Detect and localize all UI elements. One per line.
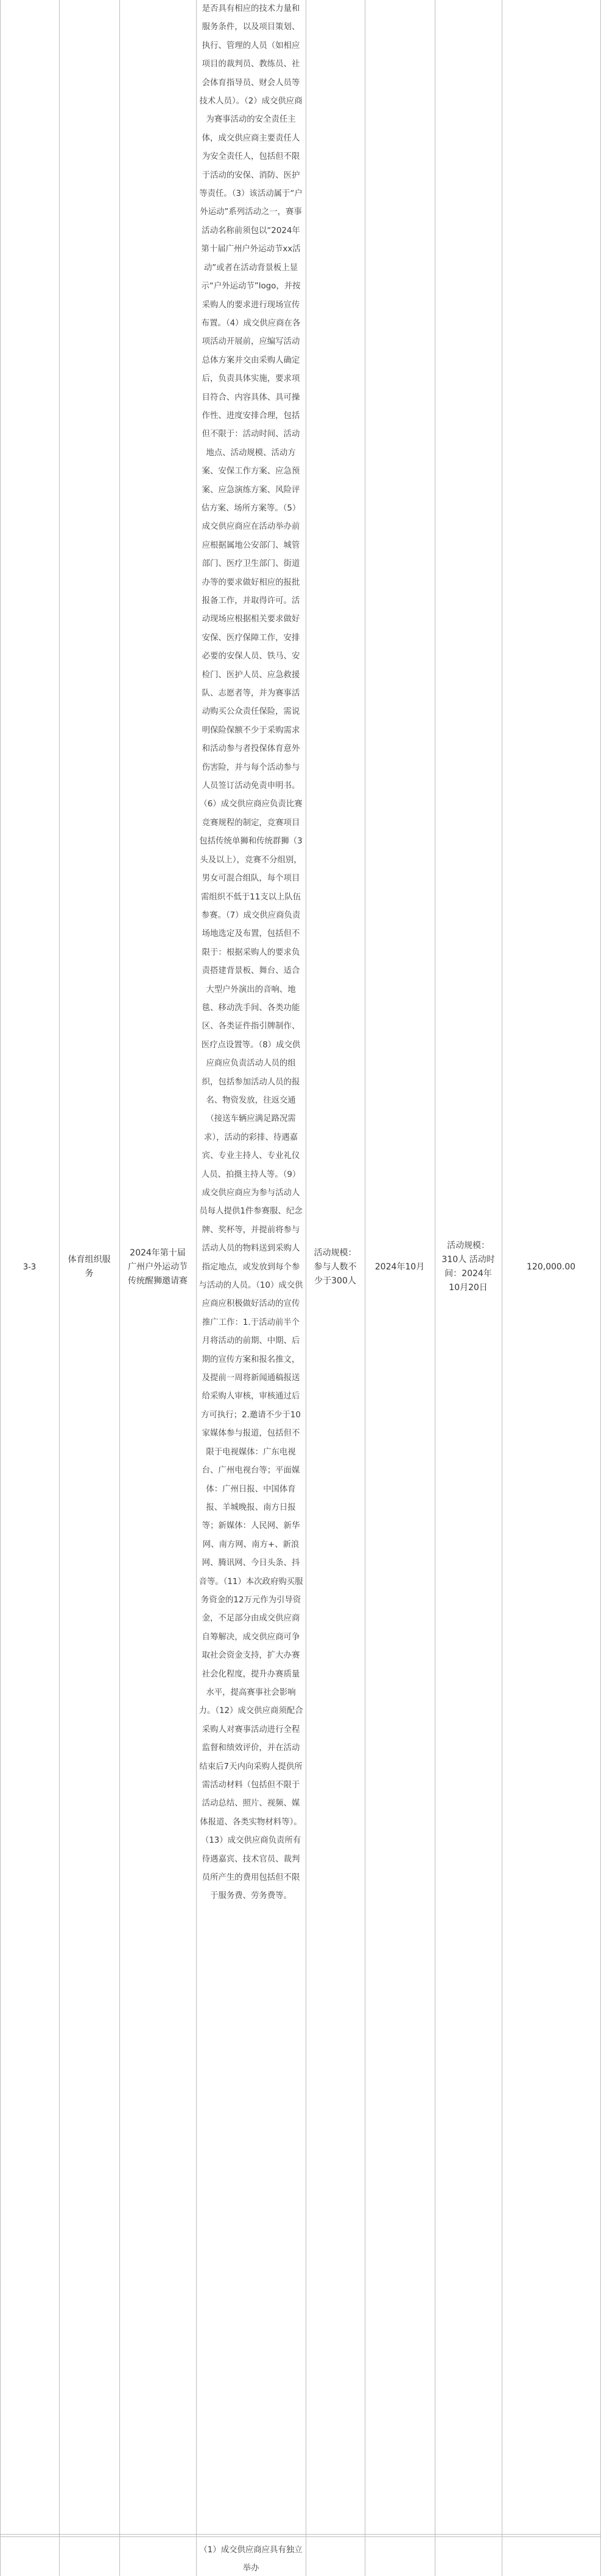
project-name: 2024年第十届广州户外运动节传统醒狮邀请赛 xyxy=(128,1248,188,1286)
amount: 120,000.00 xyxy=(526,1262,576,1272)
service-category: 体育组织服务 xyxy=(68,1255,111,1279)
row-divider xyxy=(0,2536,601,2537)
activity-scale: 活动规模：参与人数不少于300人 xyxy=(314,1248,357,1286)
next-row-requirements: （1）成交供应商应具有独立举办 xyxy=(199,2546,303,2574)
row-id: 3-3 xyxy=(23,1262,37,1272)
service-requirements: 是否具有相应的技术力量和服务条件，以及项目策划、执行、管理的人员（如相应项目的裁判员、教练员、社会体育指导员、财会人员等技术人员）。（2）成交供应商为赛事活动的安全责任主体，成交供应商主要责任人为安全责任人，包括但不限于活动的安保、消防、医护等责任。（3）该活动属于“户外运动”系列活动之一，赛事活动名称前须包以“2024年第十届广州户外运动节xx活动”或者在活动背景板上显示“户外运动节”logo，并按采购人的要求进行现场宣传布置。（4）成交供应商在各项活动开展前，应编写活动总体方案并交由采购人确定后，负责具体实施，要求项目符合、内容具体、具可操作性、进度安排合理，包括但不限于：活动时间、活动地点、活动规模、活动方案、安保工作方案、应急预案、应急演练方案、风险评估方案、场所方案等。（5）成交供应商应在活动举办前应根据属地公安部门、城管部门、医疗卫生部门、街道办等的要求做好相应的报批报备工作，并取得许可。活动现场应根据相关要求做好安保、医疗保障工作，安排必要的安保人员、铁马、安检门、医护人员、应急救援队、志愿者等，并为赛事活动购买公众责任保险，需说明保险保额不少于采购需求和活动参与者投保体育意外伤害险，并与每个活动参与人员签订活动免责申明书。（6）成交供应商应负责比赛竞赛规程的制定，竞赛项目包括传统单狮和传统群狮（3头及以上），竞赛不分组别，男女可混合组队，每个项目需组织不低于11支以上队伍参赛。（7）成交供应商负责场地选定及布置，包括但不限于：根据采购人的要求负责搭建背景板、舞台、适合大型户外演出的音响、地毯、移动洗手间、各类功能区、各类证件指引牌制作、医疗点设置等。（8）成交供应商应负责活动人员的组织，包括参加活动人员的报名、物资发放，往返交通（接送车辆应满足路况需求），活动的彩排、待遇嘉宾、专业主持人、专业礼仪人员、拍摄主持人等。（9）成交供应商应为参与活动人员每人提供1件参赛服、纪念牌、奖杯等，并提前将参与活动人员的物料送到采购人指定地点，或发放到每个参与活动的人员。（10）成交供应商应积极做好活动的宣传推广工作：1.于活动前半个月将活动的前期、中期、后期的宣传方案和报名推文，及提前一周将新闻通稿报送给采购人审核，审核通过后方可执行；2.邀请不少于10家媒体参与报道，包括但不限于电视媒体：广东电视台、广州电视台等；平面媒体：广州日报、中国体育报、羊城晚报、南方日报等；新媒体：人民网、新华网、南方网、南方+、新浪网、腾讯网、今日头条、抖音等。（11）本次政府购买服务资金的12万元作为引导资金，不足部分由成交供应商自筹解决，成交供应商可争取社会资金支持，扩大办赛社会化程度，提升办赛质量水平，提高赛事社会影响力。（12）成交供应商须配合采购人对赛事活动进行全程监督和绩效评价，并在活动结束后7天内向采购人提供所需活动材料（包括但不限于活动总结、照片、视频、媒体报道、各类实物材料等）。（13）成交供应商负责所有待遇嘉宾、技术官员、裁判员所产生的费用包括但不限于服务费、劳务费等。 xyxy=(199,4,303,1901)
row-divider xyxy=(0,2534,601,2535)
activity-time: 2024年10月 xyxy=(374,1262,425,1272)
execution-remark: 活动规模：310人 活动时间：2024年10月20日 xyxy=(441,1241,495,1293)
